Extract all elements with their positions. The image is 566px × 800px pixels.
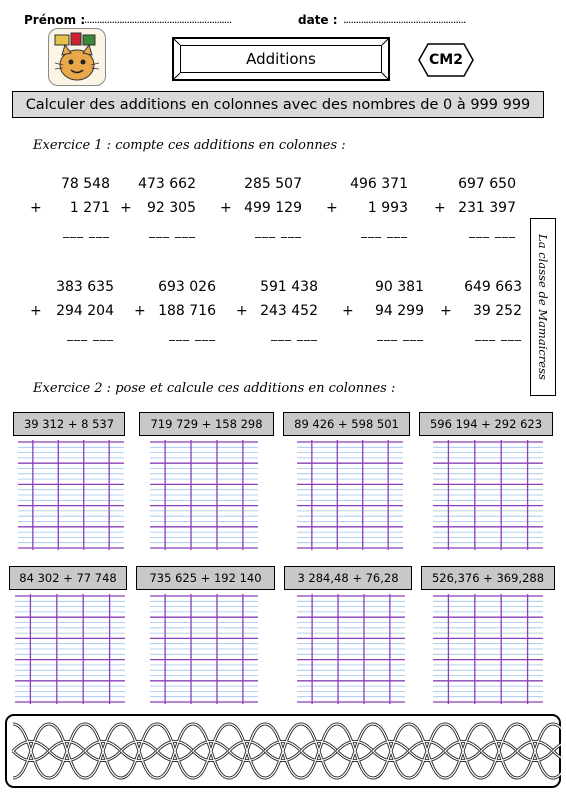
- ex2-operation-6: 735 625 + 192 140: [136, 566, 275, 590]
- ex1-op-bottom: 1 993: [367, 200, 408, 216]
- writing-grid[interactable]: [433, 440, 543, 550]
- plus-sign: +: [30, 200, 42, 216]
- worksheet-title: Additions: [180, 45, 382, 73]
- ex2-operation-2: 719 729 + 158 298: [139, 412, 274, 436]
- writing-grid[interactable]: [150, 440, 258, 550]
- answer-blank[interactable]: ___ ___: [169, 327, 216, 341]
- prenom-label: Prénom :: [24, 13, 86, 27]
- plus-sign: +: [30, 303, 42, 319]
- ex1-op-top: 90 381: [375, 279, 424, 295]
- ex1-op-top: 78 548: [61, 176, 110, 192]
- ex1-op-bottom: 499 129: [244, 200, 302, 216]
- ex1-op-top: 693 026: [158, 279, 216, 295]
- ex1-op-3: [220, 176, 302, 238]
- prenom-line[interactable]: ...........................................................: [84, 13, 232, 26]
- level-badge: CM2: [429, 52, 463, 68]
- ex1-op-top: 473 662: [138, 176, 196, 192]
- plus-sign: +: [134, 303, 146, 319]
- ex2-operation-4: 596 194 + 292 623: [419, 412, 553, 436]
- writing-grid[interactable]: [297, 440, 403, 550]
- cat-mascot-icon: [48, 28, 106, 86]
- ex1-op-4: [326, 176, 408, 238]
- objective-banner: Calculer des additions en colonnes avec des nombres de 0 à 999 999: [12, 91, 544, 118]
- plus-sign: +: [220, 200, 232, 216]
- writing-grid[interactable]: [150, 594, 258, 704]
- ex1-op-7: [134, 279, 216, 341]
- ex2-operation-8: 526,376 + 369,288: [421, 566, 555, 590]
- writing-grid[interactable]: [433, 594, 543, 704]
- writing-grid[interactable]: [18, 440, 124, 550]
- author-side-text: La classe de Mamaicress: [536, 234, 550, 380]
- ex1-op-top: 496 371: [350, 176, 408, 192]
- ex1-op-bottom: 39 252: [473, 303, 522, 319]
- answer-blank[interactable]: ___ ___: [255, 224, 302, 238]
- date-line[interactable]: .................................................: [343, 13, 466, 26]
- answer-blank[interactable]: ___ ___: [63, 224, 110, 238]
- writing-grid[interactable]: [297, 594, 405, 704]
- plus-sign: +: [120, 200, 132, 216]
- ex1-op-top: 285 507: [244, 176, 302, 192]
- plus-sign: +: [326, 200, 338, 216]
- ex1-op-5: [434, 176, 516, 238]
- ex1-op-10: [440, 279, 522, 341]
- answer-blank[interactable]: ___ ___: [67, 327, 114, 341]
- writing-grid[interactable]: [15, 594, 125, 704]
- ex2-operation-1: 39 312 + 8 537: [13, 412, 125, 436]
- ex1-op-6: [30, 279, 114, 341]
- ex1-op-bottom: 294 204: [56, 303, 114, 319]
- ex1-op-bottom: 94 299: [375, 303, 424, 319]
- ex1-op-2: [120, 176, 196, 238]
- ex1-op-bottom: 92 305: [147, 200, 196, 216]
- ex1-op-bottom: 231 397: [458, 200, 516, 216]
- ex1-op-top: 383 635: [56, 279, 114, 295]
- ex2-operation-7: 3 284,48 + 76,28: [284, 566, 412, 590]
- exercise2-title: Exercice 2 : pose et calcule ces additions en colonnes :: [33, 381, 396, 396]
- plus-sign: +: [342, 303, 354, 319]
- ex1-op-bottom: 188 716: [158, 303, 216, 319]
- celtic-knot-border-icon: [5, 714, 561, 788]
- plus-sign: +: [434, 200, 446, 216]
- answer-blank[interactable]: ___ ___: [149, 224, 196, 238]
- date-label: date :: [298, 13, 338, 27]
- plus-sign: +: [440, 303, 452, 319]
- ex2-operation-3: 89 426 + 598 501: [283, 412, 410, 436]
- ex1-op-top: 697 650: [458, 176, 516, 192]
- answer-blank[interactable]: ___ ___: [469, 224, 516, 238]
- answer-blank[interactable]: ___ ___: [361, 224, 408, 238]
- answer-blank[interactable]: ___ ___: [475, 327, 522, 341]
- exercise1-title: Exercice 1 : compte ces additions en colonnes :: [33, 138, 346, 153]
- ex1-op-9: [342, 279, 424, 341]
- ex1-op-1: [30, 176, 110, 238]
- ex2-operation-5: 84 302 + 77 748: [9, 566, 127, 590]
- plus-sign: +: [236, 303, 248, 319]
- answer-blank[interactable]: ___ ___: [377, 327, 424, 341]
- ex1-op-top: 591 438: [260, 279, 318, 295]
- ex1-op-bottom: 243 452: [260, 303, 318, 319]
- ex1-op-8: [236, 279, 318, 341]
- ex1-op-bottom: 1 271: [69, 200, 110, 216]
- answer-blank[interactable]: ___ ___: [271, 327, 318, 341]
- worksheet-title-frame: [172, 37, 390, 81]
- author-side-label: [530, 218, 556, 396]
- ex1-op-top: 649 663: [464, 279, 522, 295]
